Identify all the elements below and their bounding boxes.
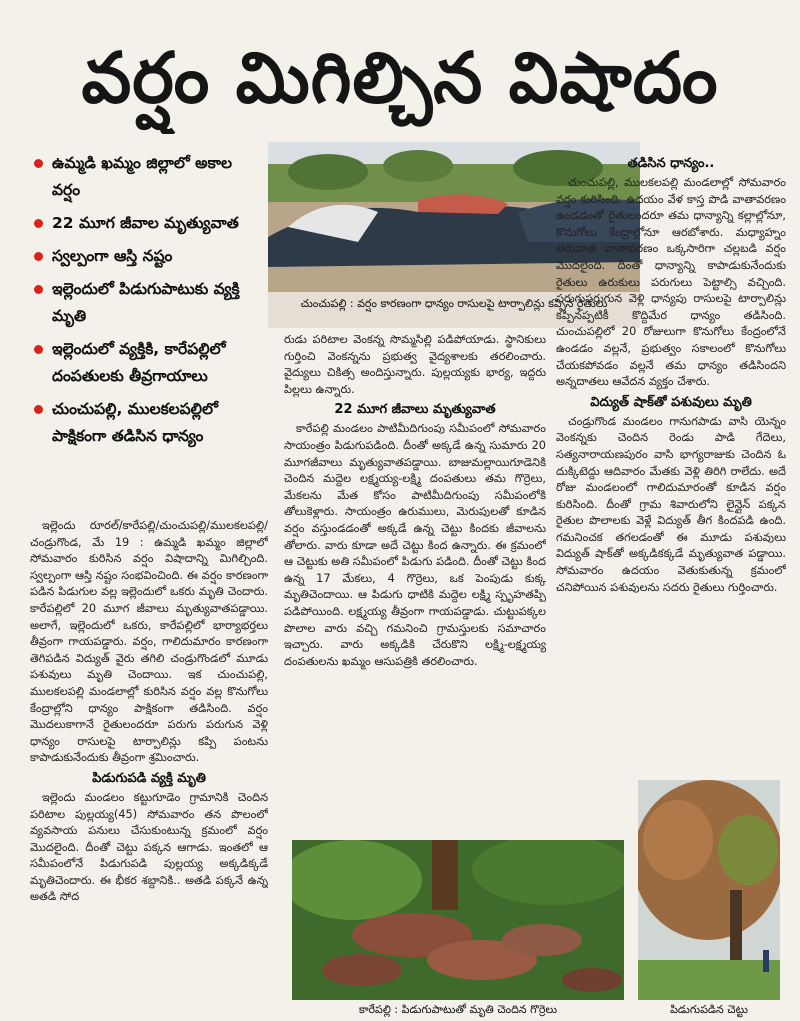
headline: వర్షం మిగిల్చిన విషాదం xyxy=(81,37,719,119)
cattle-photo-caption: కారేపల్లి : పిడుగుపాటుతో మృతి చెందిన గొర్రెలు xyxy=(358,1003,557,1016)
dead-sheep-photo xyxy=(292,840,624,1000)
bullet-dot-icon xyxy=(34,285,43,294)
col3-subheading: తడిసిన ధాన్యం.. xyxy=(627,156,715,171)
bullet-item: ఉమ్మడి ఖమ్మం జిల్లాలో అకాల వర్షం xyxy=(32,150,264,204)
col2-paragraph: కారేపల్లి మండలం పాటిమీదిగుంపు సమీపంలో సోమవారం సాయంత్రం పిడుగుపడింది. దీంతో అక్కడే ఉన్న సుమారు 20 మూగజీవాలు మృత్యువాతపడ్డాయి. బాజుమల్లాయిగూడెనికి చెందిన మద్దెల లక్ష్మయ్య-లక్ష్మి దంపతులు తమ గొర్రెలు, మేకలను మేత కోసం పాటిమీదిగుంపు సమీపంలోకి తోలుకెళ్లారు. సాయంత్రం ఉరుములు, మెరుపులతో కూడిన వర్షం వస్తుండడంతో అక్కడే ఉన్న చెట్టు కిందకు జీవాలను తోలారు. వారు కూడా అదే చెట్టు కింద ఉన్నారు. ఈ క్రమంలో ఆ చెట్టుకు అతి సమీపంలో పిడుగు పడింది. దీంతో చెట్టు కింద ఉన్న 17 మేకలు, 4 గొర్రెలు, ఒక పెంపుడు కుక్క మృతిచెందాయి. ఆ పిడుగు ధాటికి మద్దెల లక్ష్మి స్పృహతప్పి పడిపోయింది. లక్ష్మయ్య తీవ్రంగా గాయపడ్డాడు. చుట్టుపక్కల పొలాల వారు వచ్చి గమనించి గ్రామస్తులకు సమాచారం ఇచ్చారు. వారు అక్కడికి చేరుకొని లక్ష్మి-లక్ష్మయ్య దంపతులను ఖమ్మం ఆసుపత్రికి తరలించారు. xyxy=(284,422,546,668)
col3-paragraph: చండ్రుగొండ మండలం గానుగపాడు వాసి యెన్నం వెంకన్నకు చెందిన రెండు పాడి గేదెలు, సత్యనారాయణపురం వాసి భాగ్యరాజుకు చెందిన ఓ దుక్కిటెద్దు ఆదివారం మేతకు వెళ్లి తిరిగి రాలేదు. అదే రోజు మండలంలో గాలిదుమారంతో కూడిన వర్షం కురిసింది. దీంతో గ్రామ శివారులోని లైన్లైన్ పక్కన రైతుల పొలాలకు వెళ్లే విద్యుత్ తీగ కిందపడి ఉంది. గమనించక తగలడంతో ఈ మూడు పశువులు విద్యుత్ షాక్‌తో అక్కడికక్కడే మృత్యువాత పడ్డాయి. సోమవారం ఉదయం వెతుకుతున్న క్రమంలో చనిపోయిన పశువులను సదరు రైతులు గుర్తించారు. xyxy=(556,414,786,594)
bullet-dot-icon xyxy=(34,159,43,168)
dead-sheep-image xyxy=(292,840,624,1000)
bullet-dot-icon xyxy=(34,405,43,414)
bullet-dot-icon xyxy=(34,252,43,261)
col1-paragraph: ఇల్లెందు మండలం కట్టుగూడెం గ్రామానికి చెందిన పరిటాల పుల్లయ్య(45) సోమవారం తన పొలంలో వ్యవసాయ పనులు చేసుకుంటున్న క్రమంలో వర్షం మొదలైంది. దీంతో చెట్టు పక్కన ఆగాడు. ఇంతలో ఆ సమీపంలోనే పిడుగుపడి పుల్లయ్య అక్కడిక్కడే మృతిచెందారు. ఈ భీకర శబ్దానికి.. అతడి పక్కనే ఉన్న అతడి సోద xyxy=(30,790,268,904)
lightning-tree-image xyxy=(638,780,780,1000)
lightning-tree-photo xyxy=(638,780,780,1000)
col2-paragraph: రుడు పరిటాల వెంకన్న సొమ్మసిల్లి పడిపోయాడు. స్థానికులు గుర్తించి వెంకన్నను ప్రభుత్వ వైద్యశాలకు తరలించారు. వైద్యులు చికిత్స అందిస్తున్నారు. పుల్లయ్యకు భార్య, ఇద్దరు పిల్లలు ఉన్నారు. xyxy=(284,333,546,396)
highlights-list xyxy=(32,150,264,456)
column-2 xyxy=(284,332,546,832)
col1-paragraph: ఇల్లెందు రూరల్/కారేపల్లి/చుంచుపల్లి/ములకలపల్లి/చండ్రుగొండ, మే 19 : ఉమ్మడి ఖమ్మం జిల్లాలో సోమవారం కురిసిన వర్షం విషాదాన్ని మిగిల్చింది. స్వల్పంగా ఆస్తి నష్టం సంభవించింది. ఈ వర్షం కారణంగా పడిన పిడుగుల వల్ల ఇల్లెందులో ఒకరు మృతి చెందారు. కారేపల్లిలో 20 మూగ జీవాలు మృత్యువాతపడ్డాయి. అలాగే, ఇల్లెందులో ఒకరు, కారేపల్లిలో భార్యాభర్తలు తీవ్రంగా గాయపడ్డారు. వర్షం, గాలిదుమారం కారణంగా తెగిపడిన విద్యుత్ వైరు తగిలి చండ్రుగొండలో మూడు పశువులు మృతి చెందాయి. ఇక చుంచుపల్లి, ములకలపల్లి మండలాల్లో కురిసిన వర్షం వల్ల కొనుగోలు కేంద్రాల్లోని ధాన్యం పాక్షికంగా తడిసింది. వర్షం మొదలుకాగానే రైతులందరూ పరుగు పరుగున వెళ్లి ధాన్యం రాసులపై టార్పాలిన్లు కప్పి పంటను కాపాడుకునేందుకు తీవ్రంగా శ్రమించారు. xyxy=(30,519,268,765)
col2-subheading: 22 మూగ జీవాలు మృత్యువాత xyxy=(334,402,496,418)
bullet-item: ఇల్లెందులో వ్యక్తికి, కారేపల్లిలో దంపతులకు తీవ్రగాయాలు xyxy=(32,336,264,390)
bullet-item: 22 మూగ జీవాల మృత్యువాత xyxy=(32,210,264,237)
bullet-dot-icon xyxy=(34,219,43,228)
bullet-item: ఇల్లెందులో పిడుగుపాటుకు వ్యక్తి మృతి xyxy=(32,276,264,330)
bullet-item: స్వల్పంగా ఆస్తి నష్టం xyxy=(32,243,264,270)
tree-photo-caption: పిడుగుపడిన చెట్టు xyxy=(670,1003,748,1016)
column-3 xyxy=(556,152,786,832)
col3-paragraph: చుంచుపల్లి, ములకలపల్లి మండలాల్లో సోమవారం వర్షం కురిసింది. ఉదయం వేళ కాస్త పొడి వాతావరణం ఉండడంతో రైతులందరూ తమ ధాన్యాన్ని కల్లాల్లోనూ, కొనుగోలు కేంద్రాల్లోనూ ఆరబోశారు. మధ్యాహ్నం తరువాత వాతావరణం ఒక్కసారిగా చల్లబడి వర్షం మొదలైంది. దీంతో ధాన్యాన్ని కాపాడుకునేందుకు రైతులు ఉరుకులు పరుగులు పెట్టాల్సి వచ్చింది. పరుగుపరుగున వెళ్లి ధాన్యపు రాసులపై టార్పాలిన్లు కప్పినప్పటికీ కొద్దిమేర ధాన్యం తడిసింది. చుంచుపల్లిలో 20 రోజులుగా కొనుగోలు కేంద్రంలోనే ఉండడం వల్లనే, ప్రభుత్వం సకాలంలో కొనుగోలు చేయకపోవడం వల్లనే తమ ధాన్యం తడిసిందని అన్నదాతలు ఆవేదన వ్యక్తం చేశారు. xyxy=(556,176,786,389)
col3-subheading: విద్యుత్ షాక్‌తో పశువులు మృతి xyxy=(590,394,752,410)
bullet-dot-icon xyxy=(34,345,43,354)
top-photo-caption: చుంచుపల్లి : వర్షం కారణంగా ధాన్యం రాసులపై టార్పాలిన్లు కప్పిన రైతులు xyxy=(300,297,608,310)
bullet-item: చుంచుపల్లి, ములకలపల్లిలో పాక్షికంగా తడిసిన ధాన్యం xyxy=(32,396,264,450)
column-1 xyxy=(30,518,268,1018)
col1-subheading: పిడుగుపడి వ్యక్తి మృతి xyxy=(92,770,206,786)
